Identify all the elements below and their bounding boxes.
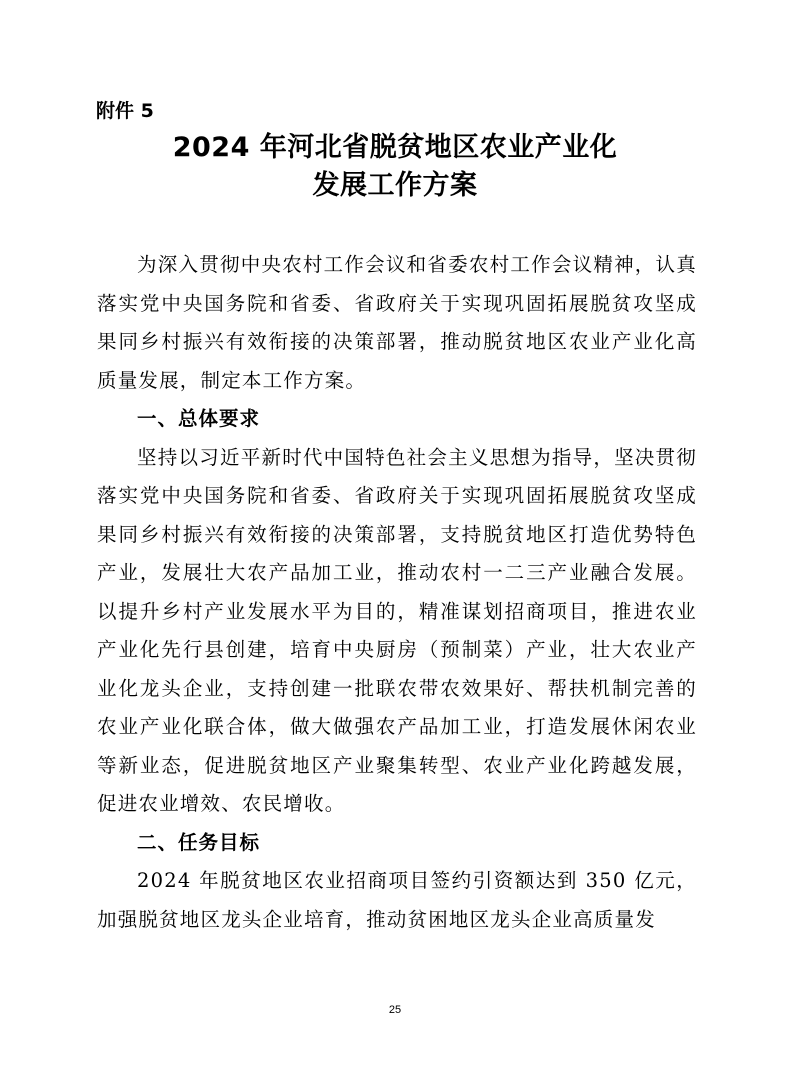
section-heading-task-goals: 二、任务目标 <box>137 830 261 854</box>
intro-paragraph: 为深入贯彻中央农村工作会议和省委农村工作会议精神，认真落实党中央国务院和省委、省政府关于实现巩固拓展脱贫攻坚成果同乡村振兴有效衔接的决策部署，推动脱贫地区农业产业化高质量发展，制定本工作方案。 <box>97 253 697 392</box>
section-paragraph-task-goals: 2024 年脱贫地区农业招商项目签约引资额达到 350 亿元，加强脱贫地区龙头企业培育，推动贫困地区龙头企业高质量发 <box>97 869 697 931</box>
page-number: 25 <box>388 1004 402 1016</box>
document-body <box>97 246 697 939</box>
document-title-line-2: 发展工作方案 <box>312 170 478 201</box>
document-title-line-1: 2024 年河北省脱贫地区农业产业化 <box>172 132 618 163</box>
section-paragraph-general-requirements: 坚持以习近平新时代中国特色社会主义思想为指导，坚决贯彻落实党中央国务院和省委、省政府关于实现巩固拓展脱贫攻坚成果同乡村振兴有效衔接的决策部署，支持脱贫地区打造优势特色产业，发展壮大农产品加工业，推动农村一二三产业融合发展。以提升乡村产业发展水平为目的，精准谋划招商项目，推进农业产业化先行县创建，培育中央厨房（预制菜）产业，壮大农业产业化龙头企业，支持创建一批联农带农效果好、帮扶机制完善的农业产业化联合体，做大做强农产品加工业，打造发展休闲农业等新业态，促进脱贫地区产业聚集转型、农业产业化跨越发展，促进农业增效、农民增收。 <box>97 445 697 815</box>
section-heading-general-requirements: 一、总体要求 <box>137 407 261 430</box>
attachment-label: 附件 5 <box>96 100 154 122</box>
